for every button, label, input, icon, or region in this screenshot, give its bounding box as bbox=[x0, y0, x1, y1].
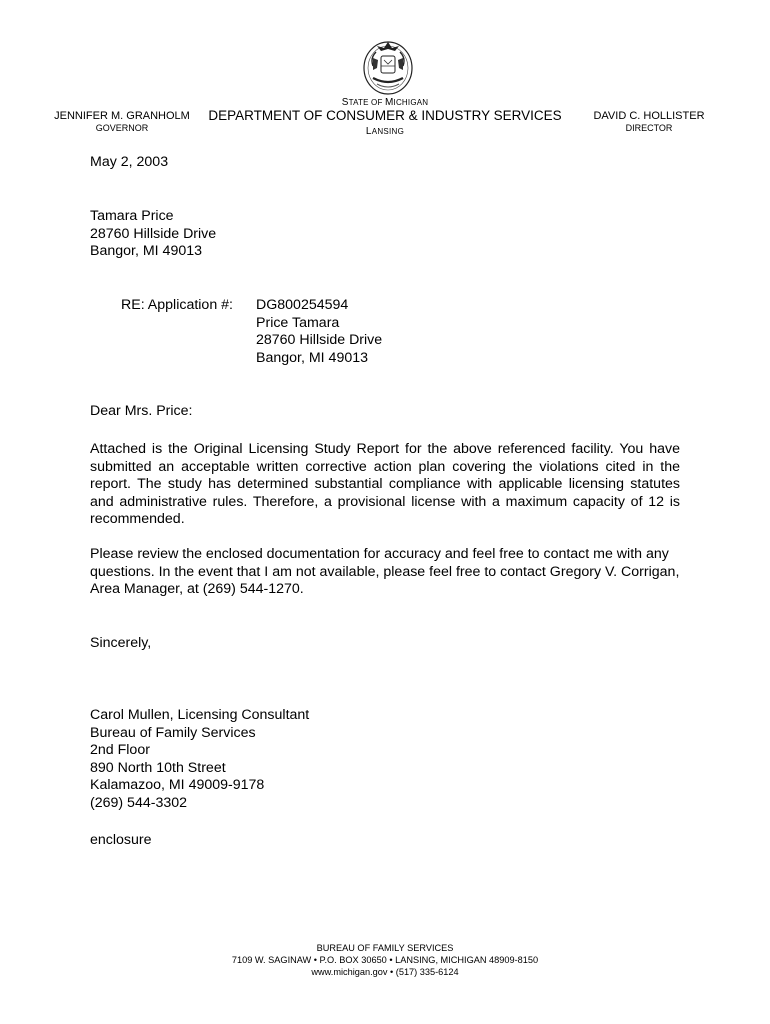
director-title: DIRECTOR bbox=[625, 123, 673, 133]
signature-block bbox=[90, 707, 309, 813]
re-line: 28760 Hillside Drive bbox=[256, 332, 383, 349]
recipient-line: Tamara Price bbox=[90, 208, 174, 224]
signature-line: Bureau of Family Services bbox=[90, 724, 256, 741]
footer bbox=[0, 942, 770, 978]
signature-line: 2nd Floor bbox=[90, 742, 150, 759]
re-details bbox=[256, 297, 382, 367]
salutation: Dear Mrs. Price: bbox=[90, 403, 193, 419]
governor-title: GOVERNOR bbox=[95, 123, 149, 133]
footer-contact: www.michigan.gov • (517) 335-6124 bbox=[311, 967, 459, 977]
enclosure-note: enclosure bbox=[90, 832, 152, 848]
closing: Sincerely, bbox=[90, 635, 152, 651]
recipient-line: 28760 Hillside Drive bbox=[90, 225, 217, 242]
governor-name: JENNIFER M. GRANHOLM bbox=[54, 110, 190, 122]
re-line: Price Tamara bbox=[256, 314, 340, 331]
re-label: RE: Application #: bbox=[121, 297, 233, 313]
letter-date: May 2, 2003 bbox=[90, 154, 169, 170]
director-block bbox=[582, 110, 716, 134]
signature-line: Kalamazoo, MI 49009-9178 bbox=[90, 777, 265, 794]
state-seal bbox=[357, 38, 419, 96]
paragraph-1: Attached is the Original Licensing Study Report for the above referenced facility. You have submitted an acceptable written corrective action plan covering the violations cited in the report. The study has determined substantial compliance with applicable licensing statutes and administrative rules. Therefore, a provisional license with a maximum capacity of 12 is recommended. bbox=[90, 441, 680, 528]
state-name: STATE OF MICHIGAN bbox=[341, 97, 429, 108]
signature-line: Carol Mullen, Licensing Consultant bbox=[90, 707, 310, 723]
department-name: DEPARTMENT OF CONSUMER & INDUSTRY SERVICES bbox=[208, 108, 562, 123]
footer-bureau: BUREAU OF FAMILY SERVICES bbox=[316, 943, 454, 953]
city-name: LANSING bbox=[365, 126, 405, 137]
paragraph-2: Please review the enclosed documentation for accuracy and feel free to contact me with any questions. In the event that I am not available, please feel free to contact Gregory V. Corrigan, Area Manager, at (269) 544-1270. bbox=[90, 546, 680, 598]
footer-address: 7109 W. SAGINAW • P.O. BOX 30650 • LANSING, MICHIGAN 48909-8150 bbox=[231, 955, 539, 965]
recipient-line: Bangor, MI 49013 bbox=[90, 243, 203, 260]
signature-line: 890 North 10th Street bbox=[90, 759, 226, 776]
re-line: Bangor, MI 49013 bbox=[256, 349, 369, 366]
director-name: DAVID C. HOLLISTER bbox=[593, 110, 705, 122]
signature-line: (269) 544-3302 bbox=[90, 794, 188, 811]
recipient-address bbox=[90, 208, 216, 261]
application-number: DG800254594 bbox=[256, 297, 349, 313]
